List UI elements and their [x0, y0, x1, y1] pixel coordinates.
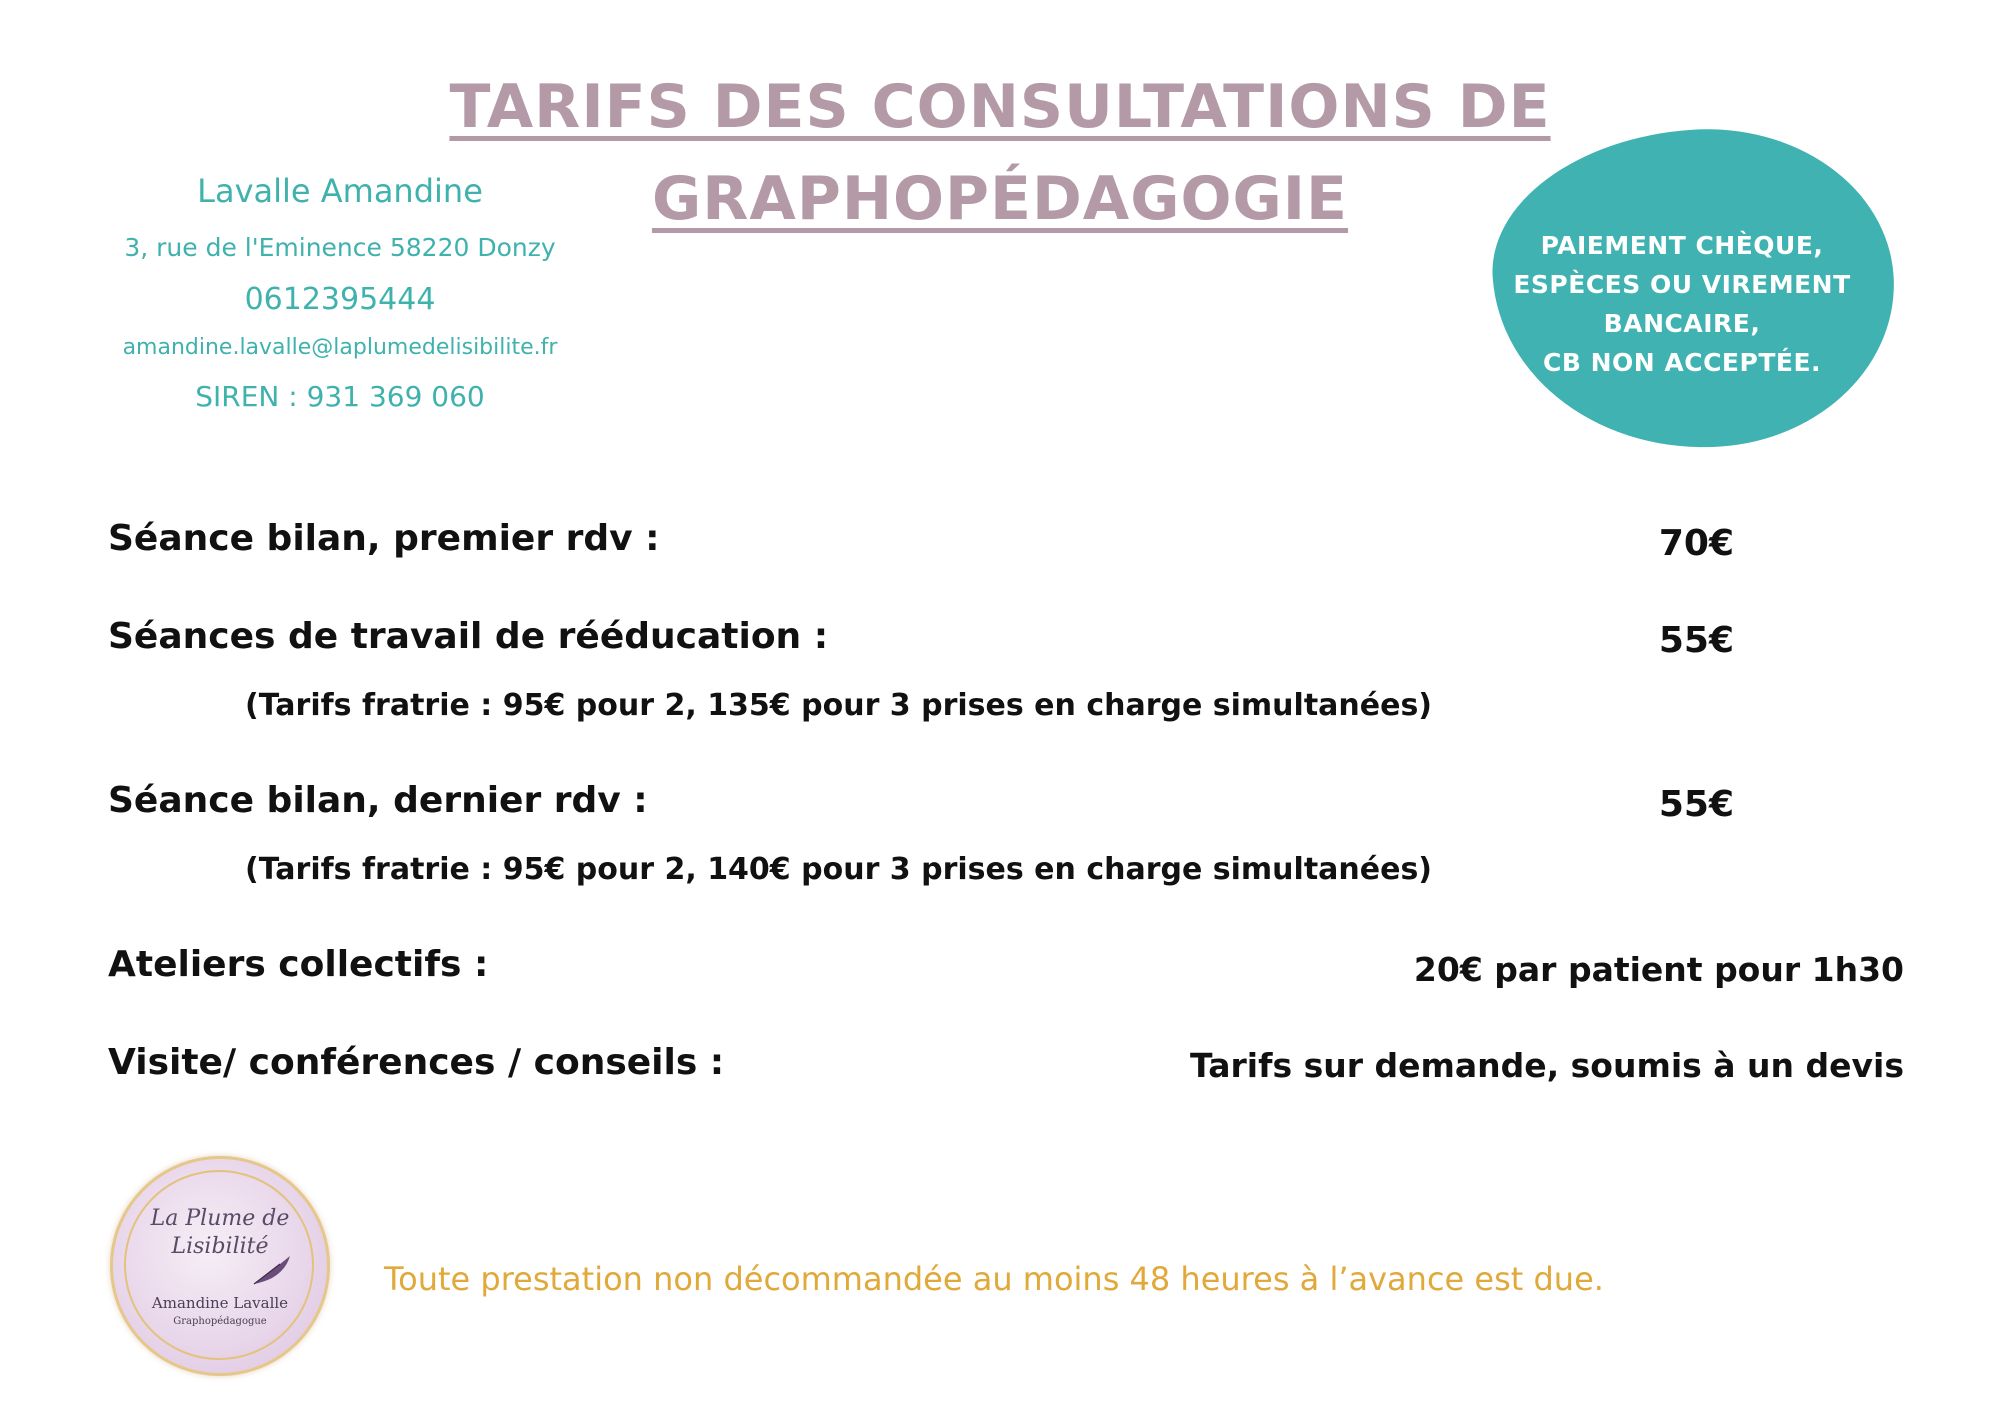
- rate-price-first-assessment: 70€: [1658, 523, 1734, 564]
- rate-label-rehab-sessions: Séances de travail de rééducation :: [108, 616, 829, 657]
- logo-script-line-1: La Plume de: [150, 1206, 290, 1231]
- rate-label-first-assessment: Séance bilan, premier rdv :: [108, 518, 660, 559]
- payment-line: ESPÈCES OU VIREMENT: [1513, 270, 1851, 299]
- cancellation-notice: Toute prestation non décommandée au moins 48 heures à l’avance est due.: [384, 1260, 1604, 1298]
- rate-price-visits-conferences: Tarifs sur demande, soumis à un devis: [1189, 1046, 1904, 1085]
- logo-name: Amandine Lavalle: [151, 1294, 289, 1312]
- contact-siren: SIREN : 931 369 060: [195, 380, 485, 413]
- rate-price-rehab-sessions: 55€: [1658, 620, 1734, 661]
- rate-label-last-assessment: Séance bilan, dernier rdv :: [108, 780, 648, 821]
- rate-price-last-assessment: 55€: [1658, 784, 1734, 825]
- rate-price-group-workshops: 20€ par patient pour 1h30: [1413, 950, 1904, 989]
- contact-email: amandine.lavalle@laplumedelisibilite.fr: [122, 335, 558, 360]
- logo-role: Graphopédagogue: [173, 1316, 267, 1327]
- brand-logo: [110, 1156, 330, 1376]
- payment-line: BANCAIRE,: [1603, 309, 1761, 338]
- contact-phone: 0612395444: [244, 282, 436, 317]
- payment-info: [1494, 226, 1870, 382]
- feather-icon: [250, 1252, 296, 1288]
- rate-note-rehab-sessions: (Tarifs fratrie : 95€ pour 2, 135€ pour 3 prises en charge simultanées): [245, 688, 1433, 723]
- logo-script-line-2: Lisibilité: [171, 1234, 269, 1259]
- page-title-line-1-text: TARIFS DES CONSULTATIONS DE: [449, 72, 1551, 142]
- contact-address: 3, rue de l'Eminence 58220 Donzy: [124, 233, 556, 262]
- payment-line: CB NON ACCEPTÉE.: [1542, 348, 1822, 377]
- payment-line: PAIEMENT CHÈQUE,: [1540, 231, 1824, 260]
- contact-name: Lavalle Amandine: [197, 172, 483, 210]
- rate-note-last-assessment: (Tarifs fratrie : 95€ pour 2, 140€ pour 3 prises en charge simultanées): [245, 852, 1433, 887]
- rate-label-group-workshops: Ateliers collectifs :: [108, 944, 489, 985]
- page-title-line-2-text: GRAPHOPÉDAGOGIE: [651, 164, 1349, 234]
- rate-label-visits-conferences: Visite/ conférences / conseils :: [108, 1042, 725, 1083]
